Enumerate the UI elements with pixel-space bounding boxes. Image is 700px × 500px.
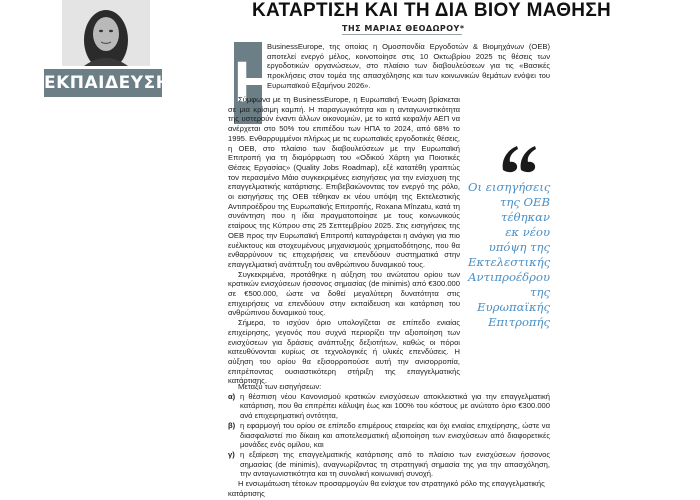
list-item — [228, 450, 550, 479]
list-item — [228, 392, 550, 421]
pull-quote-line: Οι εισηγήσεις — [468, 180, 551, 194]
byline-divider — [342, 34, 462, 35]
quote-mark-icon — [497, 140, 537, 174]
article-body-column — [228, 95, 460, 386]
list-item — [228, 421, 550, 450]
pull-quote-line: τέθηκαν — [500, 210, 550, 224]
body-paragraph-4: Σήμερα, το ισχύον όριο υπολογίζεται σε επίπεδο ενιαίας επιχείρησης, γεγονός που συχνά περιορίζει την αξιοποίηση των ενισχύσεων για δράσεις ανάπτυξης δεξιοτήτων, καθώς οι πόροι κατευθύνονται κυρίως σε τεχνολογικές ή υλικές επενδύσεις. Η αύξηση του ορίου θα εξισορροπούσε αυτή την ανισορροπία, επιτρέποντας ουσιαστικότερη στήριξη της επαγγελματικής κατάρτισης. — [228, 318, 460, 386]
list-marker: β) — [228, 420, 236, 430]
body-paragraph-3: Συγκεκριμένα, προτάθηκε η αύξηση του ανώτατου ορίου των κρατικών ενισχύσεων ήσσονος σημασίας (de minimis) από €300.000 σε €500.000, ώστε να δοθεί μεγαλύτερη δυνατότητα στις επιχειρήσεις να επενδύουν στην εκπαίδευση και κατάρτιση του ανθρώπινου δυναμικού τους. — [228, 269, 460, 318]
drop-cap: Η — [234, 42, 262, 124]
section-label: ΕΚΠΑΙΔΕΥΣΗ — [44, 69, 162, 97]
pull-quote-line: Εκτελεστικής — [468, 255, 551, 269]
article-intro-column — [267, 42, 550, 91]
pull-quote-line: εκ νέου — [505, 225, 550, 239]
proposals-list — [228, 382, 550, 498]
list-text: η εξαίρεση της επαγγελματικής κατάρτισης από το πλαίσιο των ενισχύσεων ήσσονος σημασίας (de minimis), αναγνωρίζοντας τη στρατηγική σημασία της για την απασχόληση, την ανταγωνιστικότητα και τη συνολική κοινωνική συνοχή. — [240, 449, 550, 479]
author-portrait-image — [62, 0, 150, 66]
pull-quote-line: της ΟΕΒ — [499, 195, 550, 209]
intro-paragraph: BusinessEurope, της οποίας η Ομοσπονδία Εργοδοτών & Βιομηχάνων (ΟΕΒ) αποτελεί ενεργό μέλος, κοινοποίησε στις 10 Οκτωβρίου 2025 τις θέσεις των εργοδοτικών οργανώσεων, στο πλαίσιο των διαβουλεύσεων για τις «Βασικές προκλήσεις στον τομέα της απασχόλησης και των κοινωνικών θεμάτων ενόψει του Ευρωπαϊκού Εξαμήνου 2026». — [267, 42, 550, 90]
pull-quote-line: Επιτροπής — [488, 315, 550, 329]
body-paragraph-2: Σύμφωνα με τη BusinessEurope, η Ευρωπαϊκή Ένωση βρίσκεται σε μια κρίσιμη καμπή. Η παραγωγικότητα και η ανταγωνιστικότητα της υστερούν έναντι άλλων οικονομιών, με το κατά κεφαλήν ΑΕΠ να ανέρχεται στο 50% του επιπέδου των ΗΠΑ το 2024, από 68% το 1995. Ενθαρρυμμένοι πλήρως με τις ευρωπαϊκές εργοδοτικές θέσεις, η ΟΕΒ, στο πλαίσιο των διαβουλεύσεων με την Ευρωπαϊκή Επιτροπή για τη διαμόρφωση του «Οδικού Χάρτη για Ποιοτικές Θέσεις Εργασίας» (Quality Jobs Roadmap), εξέ κατατέθη γραπτώς τον περασμένο Μάιο συγκεκριμένες εισηγήσεις για την ενίσχυση της επαγγελματικής κατάρτισης. Επιβεβαιώνοντας τον ενεργό της ρόλο, οι εισηγήσεις της ΟΕΒ τέθηκαν εκ νέου υπόψη της Εκτελεστικής Αντιπροέδρου της Ευρωπαϊκής Επιτροπής, Roxana Mînzatu, κατά τη συνάντηση που η ίδια πραγματοποίησε με τους κοινωνικούς εταίρους της Κύπρου στις 25 Σεπτεμβρίου 2025. Στις εισηγήσεις της ΟΕΒ προς την Ευρωπαϊκή Επιτροπή καταγράφεται η ανάγκη για πιο ευέλικτους και στοχευμένους μηχανισμούς χρηματοδότησης, που θα ενθαρρύνουν τις επιχειρήσεις να επενδύουν συστηματικά στην επαγγελματική ανάπτυξη του ανθρώπινου δυναμικού τους. — [228, 95, 460, 269]
article-byline: ΤΗΣ ΜΑΡΙΑΣ ΘΕΟΔΩΡΟΥ* — [342, 24, 465, 33]
proposals-lead: Μεταξύ των εισηγήσεων: — [238, 382, 322, 391]
list-marker: γ) — [228, 449, 235, 459]
list-text: η εφαρμογή του ορίου σε επίπεδο επιμέρους εταιρείας και όχι ενιαίας επιχείρησης, ώστε να διασφαλιστεί πιο δίκαιη και αποτελεσματική αξιοποίηση των ενισχύσεων από διαφορετικές μονάδες ενός ομίλου, και — [240, 420, 550, 450]
pull-quote — [468, 180, 550, 330]
pull-quote-line: υπόψη της — [488, 240, 550, 254]
author-photo — [62, 0, 150, 66]
list-marker: α) — [228, 391, 236, 401]
closing-paragraph: Η ενσωμάτωση τέτοιων προσαρμογών θα ενίσχυε τον στρατηγικό ρόλο της επαγγελματικής κατάρτισης — [228, 479, 545, 498]
pull-quote-line: Ευρωπαϊκής — [477, 300, 550, 314]
pull-quote-line: της — [530, 285, 550, 299]
pull-quote-line: Αντιπροέδρου — [468, 270, 550, 284]
article-title: ΚΑΤΑΡΤΙΣΗ ΚΑΙ ΤΗ ΔΙΑ ΒΙΟΥ ΜΑΘΗΣΗ — [252, 0, 612, 21]
list-text: η θέσπιση νέου Κανονισμού κρατικών ενισχύσεων αποκλειστικά για την επαγγελματική κατάρτιση, που θα επιτρέπει κάλυψη έως και 100% του κόστους με ανώτατο όριο €300.000 ανά επιχειρηματική οντότητα, — [240, 391, 550, 421]
